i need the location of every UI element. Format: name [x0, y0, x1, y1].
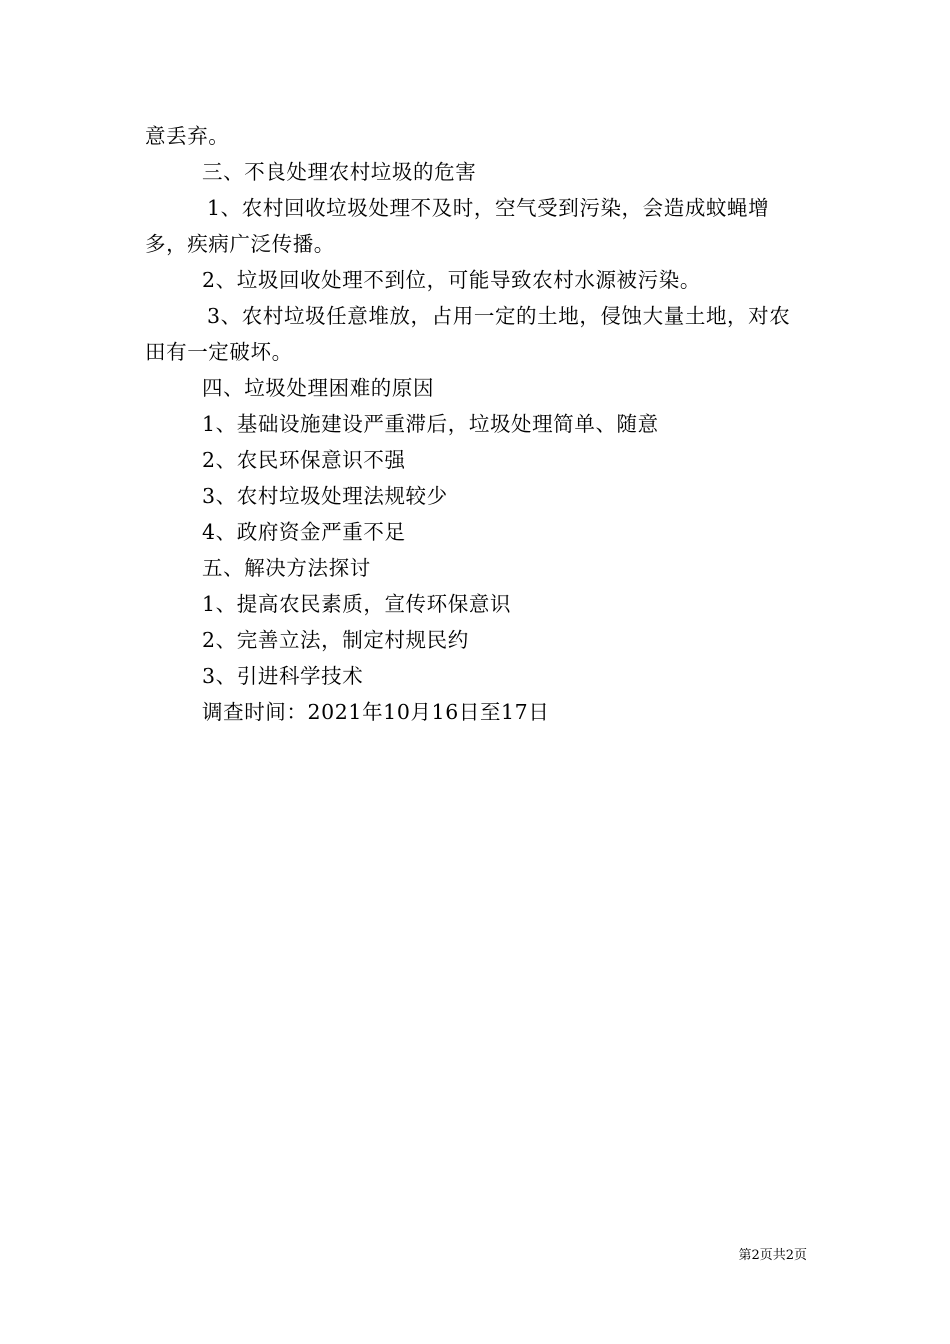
paragraph-cause-2: 2、农民环保意识不强 — [202, 448, 406, 472]
paragraph-cause-3: 3、农村垃圾处理法规较少 — [202, 484, 448, 508]
paragraph-solution-2: 2、完善立法，制定村规民约 — [202, 628, 469, 652]
paragraph-solution-1: 1、提高农民素质，宣传环保意识 — [202, 592, 512, 616]
paragraph-continuation: 意丢弃。 — [145, 124, 230, 148]
paragraph-harm-2: 2、垃圾回收处理不到位，可能导致农村水源被污染。 — [202, 268, 701, 292]
paragraph-solution-3: 3、引进科学技术 — [202, 664, 364, 688]
paragraph-harm-1: 1、农村回收垃圾处理不及时，空气受到污染，会造成蚊蝇增多，疾病广泛传播。 — [145, 196, 770, 256]
document-body — [145, 118, 810, 730]
survey-date: 调查时间：2021年10月16日至17日 — [202, 700, 550, 724]
paragraph-cause-4: 4、政府资金严重不足 — [202, 520, 406, 544]
paragraph-harm-3: 3、农村垃圾任意堆放，占用一定的土地，侵蚀大量土地，对农田有一定破坏。 — [145, 304, 791, 364]
section-heading-causes: 四、垃圾处理困难的原因 — [202, 376, 435, 400]
paragraph-cause-1: 1、基础设施建设严重滞后，垃圾处理简单、随意 — [202, 412, 659, 436]
section-heading-harms: 三、不良处理农村垃圾的危害 — [202, 160, 477, 184]
page-number-footer: 第2页共2页 — [738, 1248, 807, 1263]
section-heading-solutions: 五、解决方法探讨 — [202, 556, 371, 580]
